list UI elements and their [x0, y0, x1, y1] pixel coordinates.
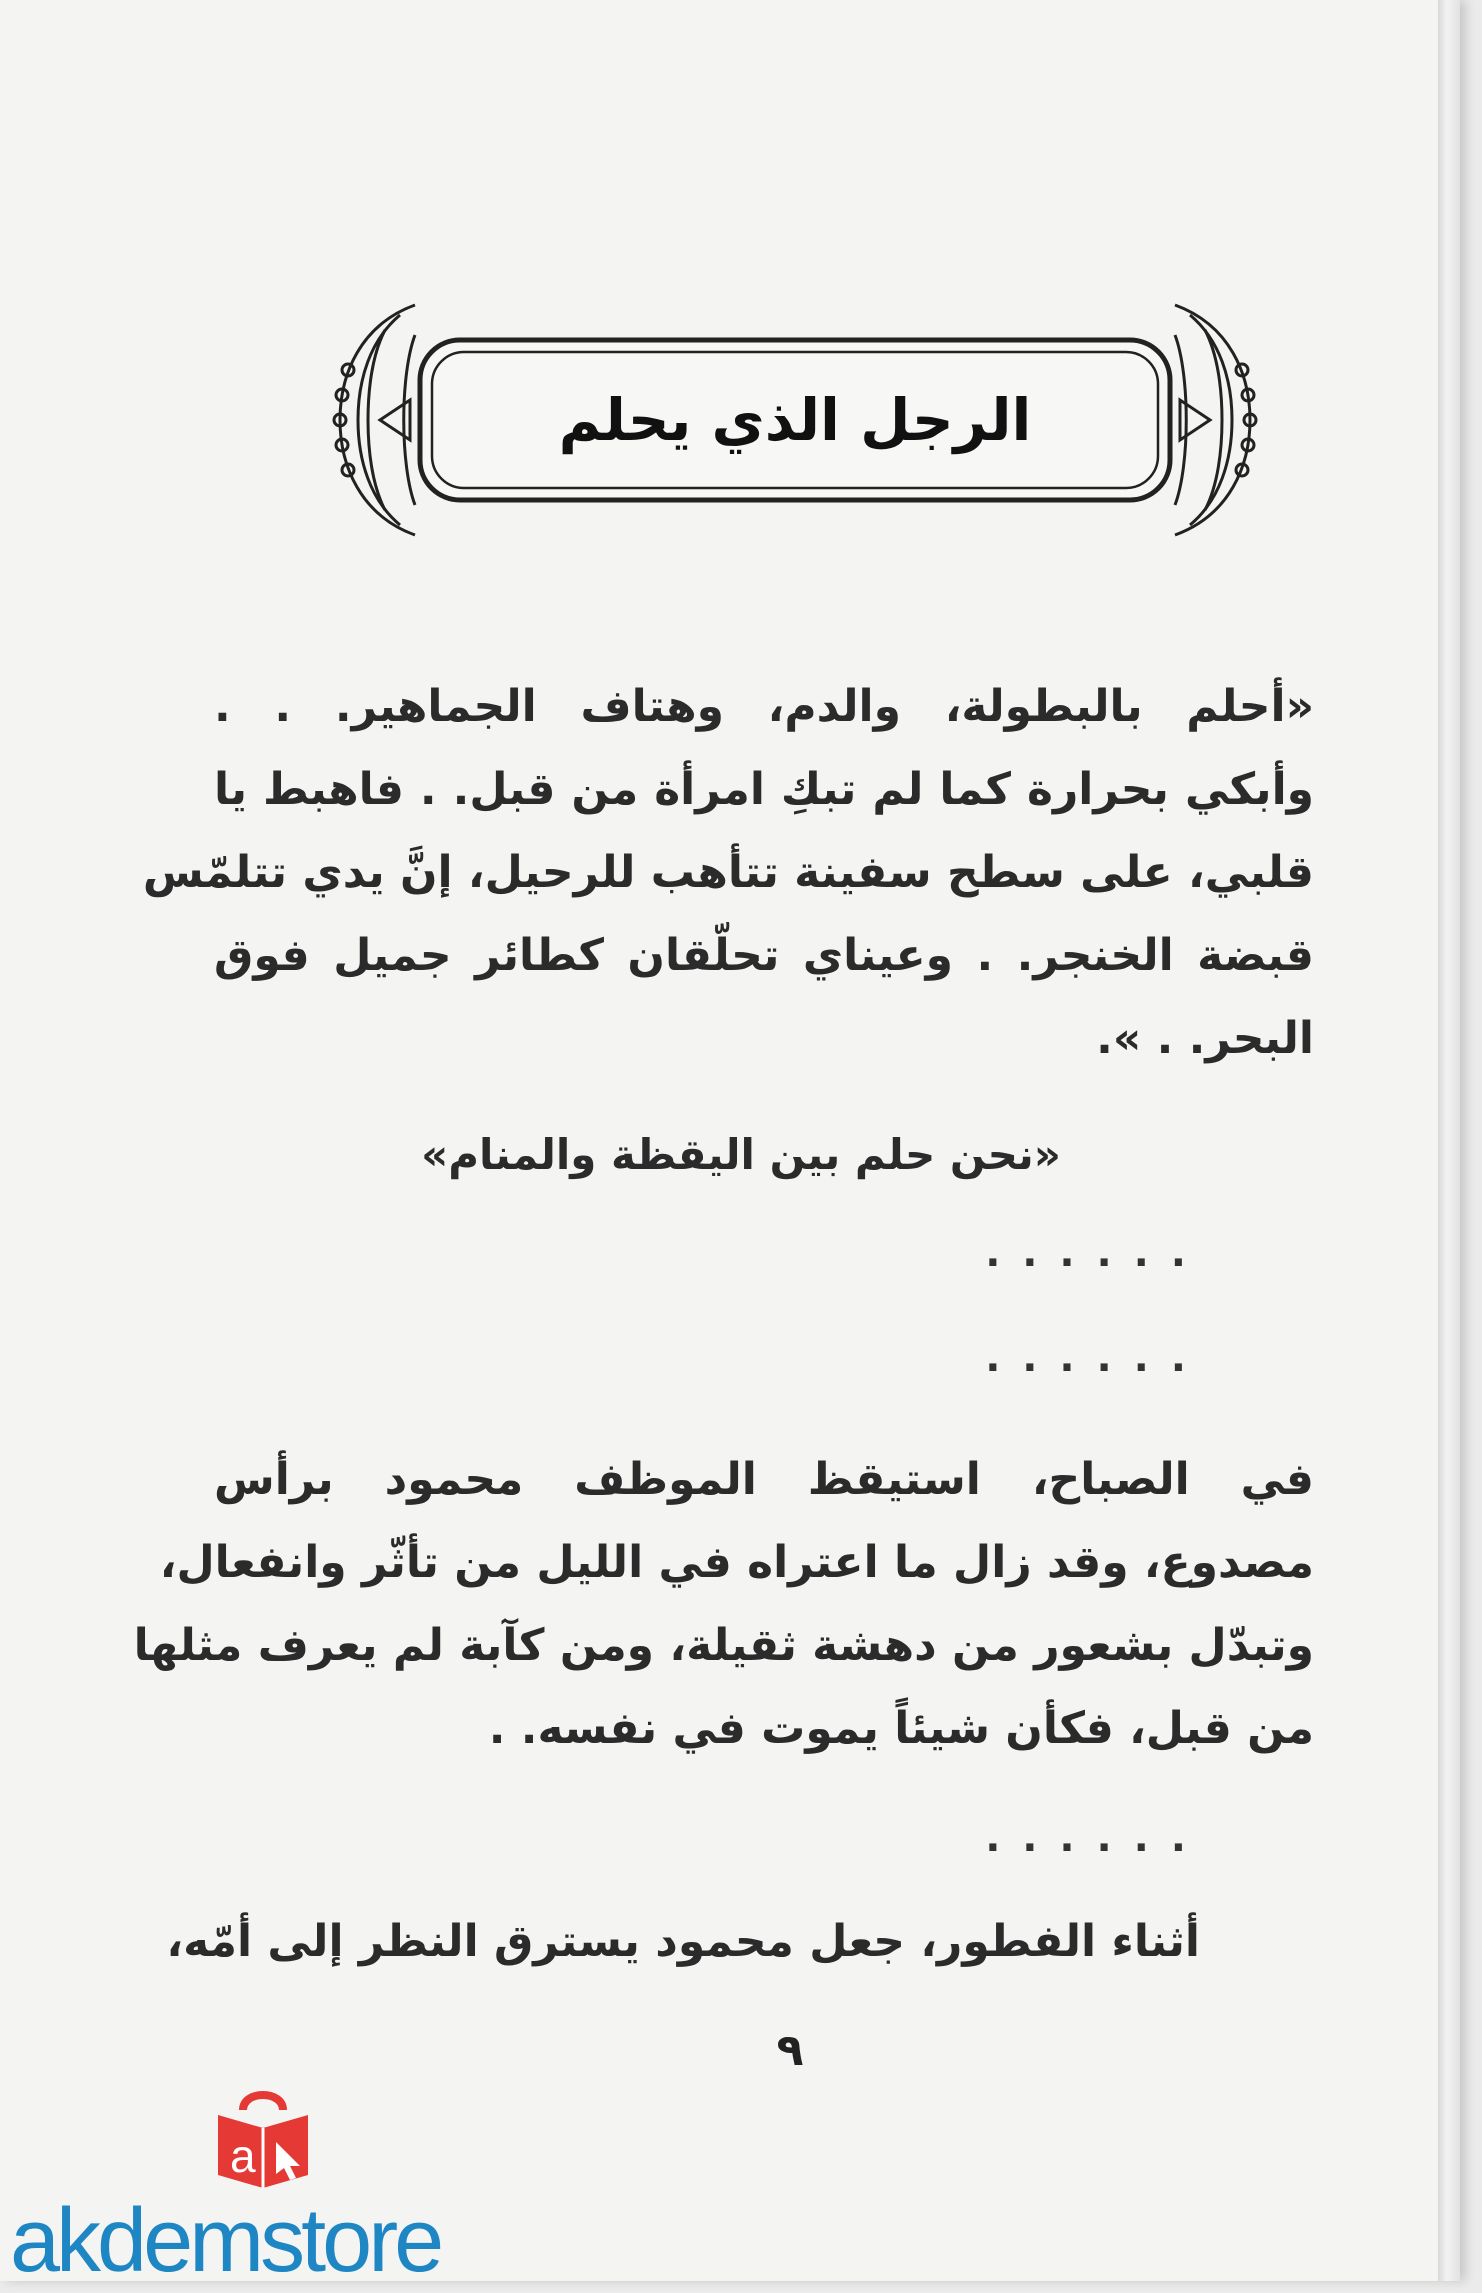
paragraph-line: «أحلم بالبطولة، والدم، وهتاف الجماهير. . .	[214, 681, 1314, 732]
paragraph-line: في الصباح، استيقظ الموظف محمود برأس	[214, 1454, 1314, 1505]
paragraph-line: البحر. . ».	[1096, 1013, 1314, 1064]
chapter-title-frame	[320, 295, 1270, 545]
paragraph-morning	[133, 1438, 1314, 1770]
svg-text:a: a	[230, 2130, 256, 2182]
store-watermark	[0, 2070, 560, 2291]
ellipsis-separator: . . . . . .	[985, 1230, 1190, 1276]
ellipsis-separator: . . . . . .	[985, 1335, 1190, 1381]
paragraph-dream	[142, 665, 1314, 1080]
paragraph-line: قلبي، على سطح سفينة تتأهب للرحيل، إنَّ يدي تتلمّس	[142, 847, 1314, 898]
store-brand-text: akdemstore	[10, 2191, 441, 2291]
page-edge	[1438, 0, 1460, 2281]
paragraph-line: مصدوع، وقد زال ما اعتراه في الليل من تأثّر وانفعال،	[159, 1537, 1314, 1588]
paragraph-line: أثناء الفطور، جعل محمود يسترق النظر إلى أمّه،	[166, 1916, 1200, 1967]
shopping-bag-book-icon	[208, 2080, 318, 2190]
paragraph-line: من قبل، فكأن شيئاً يموت في نفسه. .	[488, 1703, 1314, 1754]
paragraph-line: قبضة الخنجر. . وعيناي تحلّقان كطائر جميل فوق	[214, 930, 1314, 981]
paragraph-line: وتبدّل بشعور من دهشة ثقيلة، ومن كآبة لم يعرف مثلها	[133, 1620, 1314, 1671]
page-number: ٩	[776, 2025, 804, 2076]
chapter-title: الرجل الذي يحلم	[558, 386, 1032, 454]
paragraph-breakfast	[166, 1900, 1200, 1983]
quote-line: «نحن حلم بين اليقظة والمنام»	[421, 1130, 1061, 1179]
ellipsis-separator: . . . . . .	[985, 1815, 1190, 1861]
paragraph-line: وأبكي بحرارة كما لم تبكِ امرأة من قبل. . فاهبط يا	[214, 764, 1314, 815]
